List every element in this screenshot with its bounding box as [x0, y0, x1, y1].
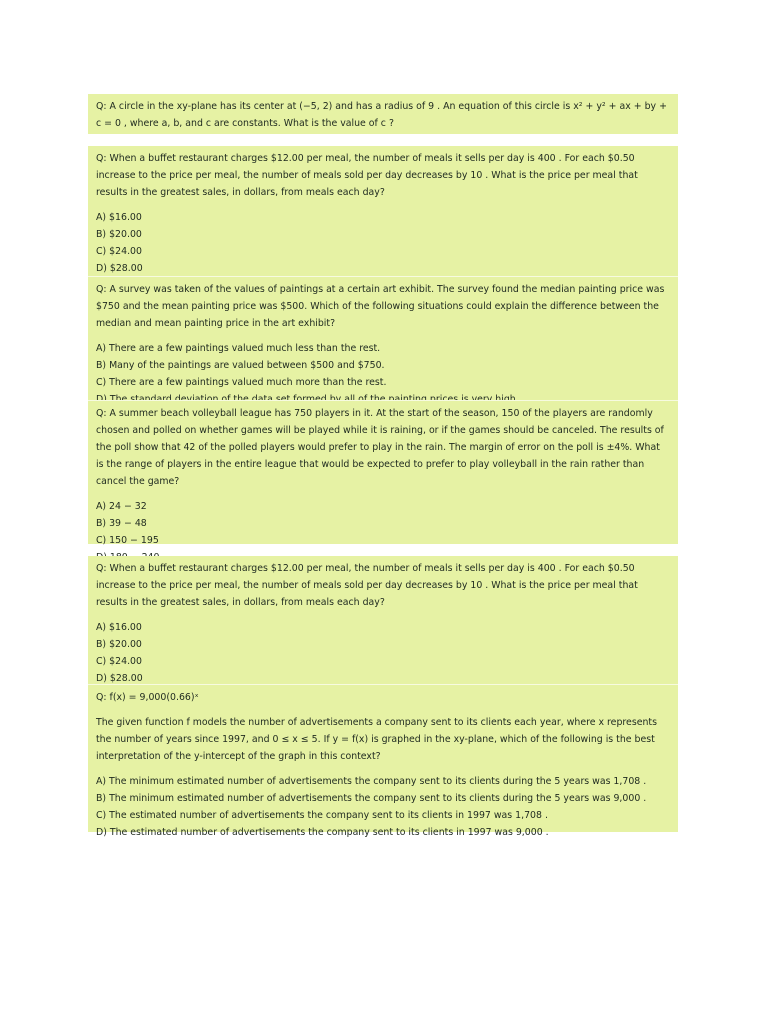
question-text: Q: f(x) = 9,000(0.66)ˣ — [96, 692, 199, 703]
question-body: The given function f models the number of advertisements a company sent to its clients each year, where x represents the number of years since 1997, and 0 ≤ x ≤ 5. If y = f(x) is graphed in the xy-plane, which of the following is the best interpretation of the y-intercept of the graph in this context? — [96, 717, 657, 762]
answer-option[interactable]: C) $24.00 — [96, 246, 142, 257]
question-text: Q: When a buffet restaurant charges $12.00 per meal, the number of meals it sells per day is 400 . For each $0.50 increase to the price per meal, the number of meals sold per day decreases by 10 . What is the price per meal that results in the greatest sales, in dollars, from meals each day? — [96, 153, 638, 198]
answer-option[interactable]: A) 24 − 32 — [96, 501, 147, 512]
question-card-4 — [88, 400, 678, 544]
answer-option[interactable]: D) $28.00 — [96, 673, 143, 684]
answer-option[interactable]: B) The minimum estimated number of advertisements the company sent to its clients during the 5 years was 9,000 . — [96, 793, 647, 804]
question-text: Q: A survey was taken of the values of paintings at a certain art exhibit. The survey found the median painting price was $750 and the mean painting price was $500. Which of the following situations could explain the difference between the median and mean painting price in the art exhibit? — [96, 284, 665, 329]
answer-option[interactable]: A) There are a few paintings valued much less than the rest. — [96, 343, 381, 354]
answer-option[interactable]: C) $24.00 — [96, 656, 142, 667]
answer-option[interactable]: A) $16.00 — [96, 622, 142, 633]
question-card-5 — [88, 556, 678, 684]
answer-option[interactable]: B) Many of the paintings are valued between $500 and $750. — [96, 360, 385, 371]
answer-options — [96, 773, 670, 841]
answer-option[interactable]: D) The estimated number of advertisements the company sent to its clients in 1997 was 9,000 . — [96, 827, 549, 838]
answer-options — [96, 340, 670, 408]
answer-option[interactable]: B) $20.00 — [96, 229, 142, 240]
question-card-3 — [88, 276, 678, 400]
answer-option[interactable]: A) The minimum estimated number of advertisements the company sent to its clients during the 5 years was 1,708 . — [96, 776, 647, 787]
answer-option[interactable]: B) 39 − 48 — [96, 518, 147, 529]
answer-option[interactable]: A) $16.00 — [96, 212, 142, 223]
question-text: Q: A circle in the xy-plane has its center at (−5, 2) and has a radius of 9 . An equation of this circle is x² + y² + ax + by + c = 0 , where a, b, and c are constants. What is the value of c ? — [96, 101, 667, 129]
answer-option[interactable]: D) $28.00 — [96, 263, 143, 274]
answer-options — [96, 209, 670, 277]
question-text: Q: When a buffet restaurant charges $12.00 per meal, the number of meals it sells per day is 400 . For each $0.50 increase to the price per meal, the number of meals sold per day decreases by 10 . What is the price per meal that results in the greatest sales, in dollars, from meals each day? — [96, 563, 638, 608]
answer-option[interactable]: C) 150 − 195 — [96, 535, 159, 546]
answer-options — [96, 619, 670, 687]
answer-option[interactable]: C) The estimated number of advertisements the company sent to its clients in 1997 was 1,708 . — [96, 810, 548, 821]
question-card-6 — [88, 684, 678, 838]
question-text: Q: A summer beach volleyball league has 750 players in it. At the start of the season, 150 of the players are randomly chosen and polled on whether games will be played while it is raining, or if the games should be canceled. The results of the poll show that 42 of the polled players would prefer to play in the rain. The margin of error on the poll is ±4%. What is the range of players in the entire league that would be expected to prefer to play volleyball in the rain rather than cancel the game? — [96, 408, 664, 487]
answer-option[interactable]: B) $20.00 — [96, 639, 142, 650]
question-card-1 — [88, 94, 678, 134]
question-card-2 — [88, 146, 678, 276]
answer-option[interactable]: C) There are a few paintings valued much more than the rest. — [96, 377, 387, 388]
